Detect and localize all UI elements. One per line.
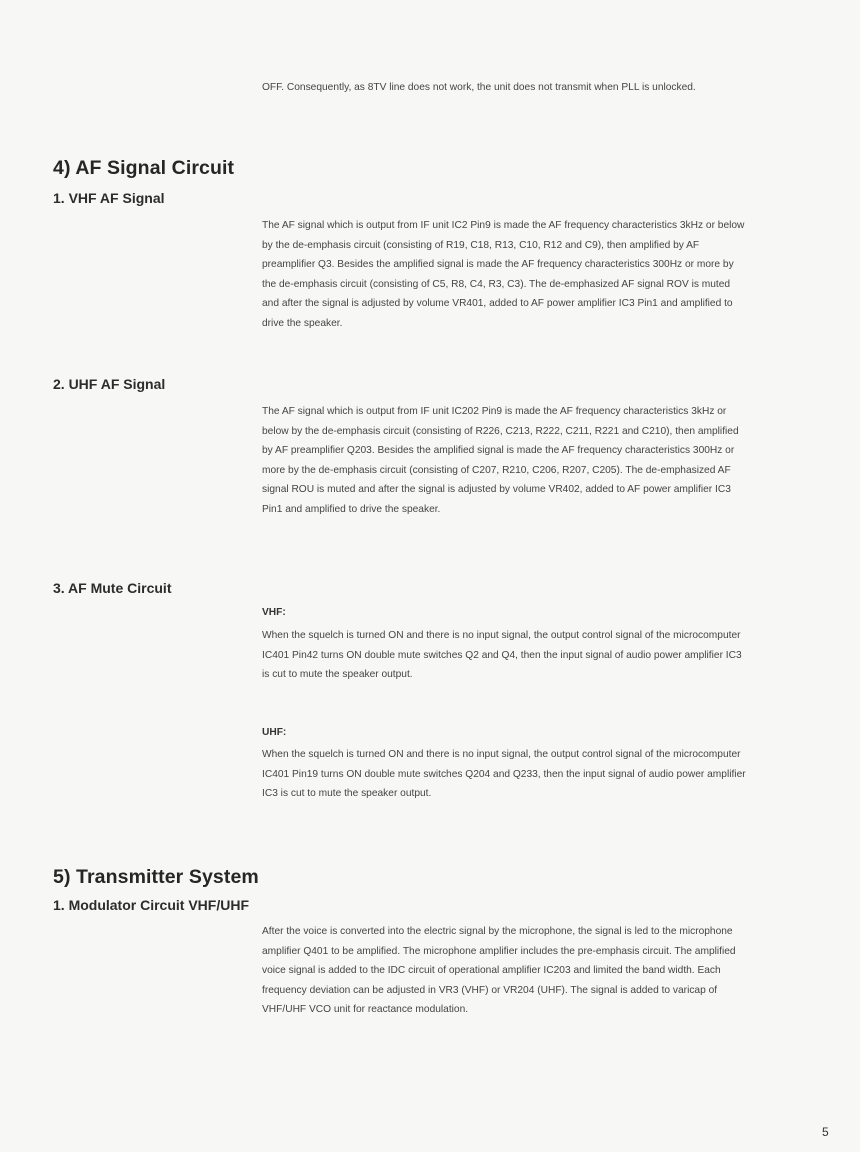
vhf-label: VHF: — [262, 607, 286, 618]
section-heading-af-signal-circuit: 4) AF Signal Circuit — [53, 157, 235, 179]
subsection-heading-vhf-af-signal: 1. VHF AF Signal — [53, 190, 165, 206]
intro-paragraph: OFF. Consequently, as 8TV line does not work, the unit does not transmit when PLL is unlocked. — [262, 82, 696, 93]
uhf-mute-paragraph: When the squelch is turned ON and there is no input signal, the output control signal of the microcomputer IC401 Pin19 turns ON double mute switches Q204 and Q233, then the input signal of audio power amplifier IC3 is cut to mute the speaker output. — [262, 749, 746, 800]
page-number: 5 — [822, 1125, 829, 1139]
uhf-af-signal-paragraph: The AF signal which is output from IF unit IC202 Pin9 is made the AF frequency characteristics 3kHz or below by the de-emphasis circuit (consisting of R226, C213, R222, C211, R221 and C210), then amplified by AF preamplifier Q203. Besides the amplified signal is made the AF frequency characteristics 300Hz or more by the de-emphasis circuit (consisting of C207, R210, C206, R207, C205). The de-emphasized AF signal ROU is muted and after the signal is adjusted by volume VR402, added to AF power amplifier IC3 Pin1 and amplified to drive the speaker. — [262, 406, 739, 515]
subsection-heading-af-mute-circuit: 3. AF Mute Circuit — [53, 580, 172, 596]
section-heading-transmitter-system: 5) Transmitter System — [53, 866, 259, 888]
uhf-label: UHF: — [262, 727, 287, 738]
modulator-circuit-paragraph: After the voice is converted into the electric signal by the microphone, the signal is led to the microphone amplifier Q401 to be amplified. The microphone amplifier includes the pre-emphasis circuit. The amplified voice signal is added to the IDC circuit of operational amplifier IC203 and limited the band width. Each frequency deviation can be adjusted in VR3 (VHF) or VR204 (UHF). The signal is added to varicap of VHF/UHF VCO unit for reactance modulation. — [262, 926, 736, 1016]
subsection-heading-modulator-circuit: 1. Modulator Circuit VHF/UHF — [53, 897, 249, 913]
vhf-af-signal-paragraph: The AF signal which is output from IF unit IC2 Pin9 is made the AF frequency characteristics 3kHz or below by the de-emphasis circuit (consisting of R19, C18, R13, C10, R12 and C9), then amplified by AF preamplifier Q3. Besides the amplified signal is made the AF frequency characteristics 300Hz or more by the de-emphasis circuit (consisting of C5, R8, C4, R3, C3). The de-emphasized AF signal ROV is muted and after the signal is adjusted by volume VR401, added to AF power amplifier IC3 Pin1 and amplified to drive the speaker. — [262, 220, 745, 329]
vhf-mute-paragraph: When the squelch is turned ON and there is no input signal, the output control signal of the microcomputer IC401 Pin42 turns ON double mute switches Q2 and Q4, then the input signal of audio power amplifier IC3 is cut to mute the speaker output. — [262, 630, 742, 681]
subsection-heading-uhf-af-signal: 2. UHF AF Signal — [53, 376, 166, 392]
